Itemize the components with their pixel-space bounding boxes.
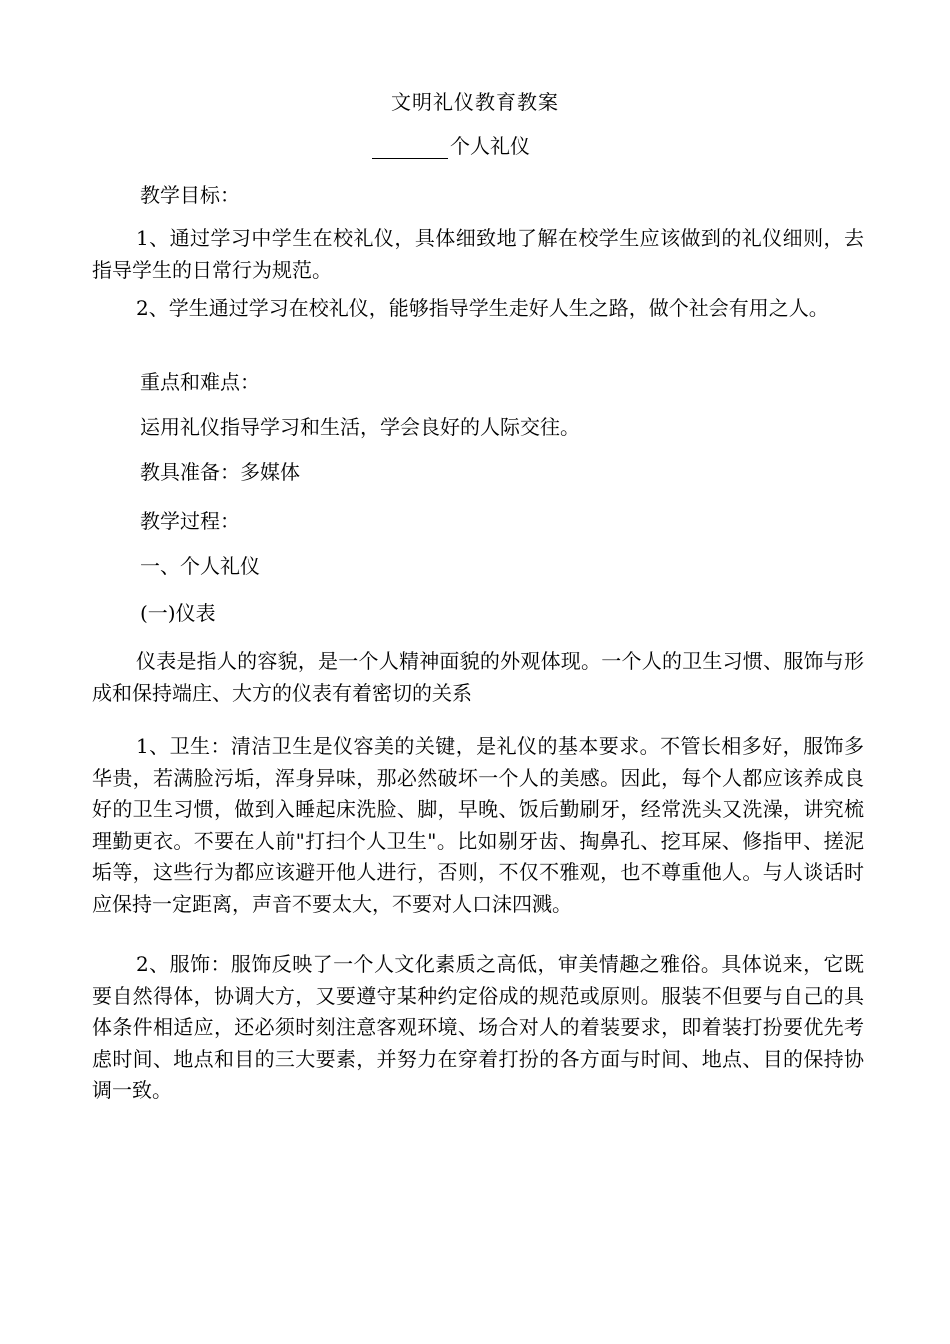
materials-line: 教具准备：多媒体 [140,460,300,484]
fill-in-blank-line [372,136,448,159]
subtitle-text: 个人礼仪 [450,134,530,158]
objective-2: 2、学生通过学习在校礼仪，能够指导学生走好人生之路，做个社会有用之人。 [136,296,829,320]
document-title: 文明礼仪教育教案 [391,90,559,114]
clothing-paragraph: 2、服饰：服饰反映了一个人文化素质之高低，审美情趣之雅俗。具体说来，它既要自然得体，协调大方，又要遵守某种约定俗成的规范或原则。服装不但要与自己的具体条件相适应，还必须时刻注意客观环境、场合对人的着装要求，即着装打扮要优先考虑时间、地点和目的三大要素，并努力在穿着打扮的各方面与时间、地点、目的保持协调一致。 [92,952,864,1102]
hygiene-paragraph: 1、卫生：清洁卫生是仪容美的关键，是礼仪的基本要求。不管长相多好，服饰多华贵，若满脸污垢，浑身异味，那必然破坏一个人的美感。因此，每个人都应该养成良好的卫生习惯，做到入睡起床洗脸、脚，早晚、饭后勤刷牙，经常洗头又洗澡，讲究梳理勤更衣。不要在人前"打扫个人卫生"。比如剔牙齿、掏鼻孔、挖耳屎、修指甲、搓泥垢等，这些行为都应该避开他人进行，否则，不仅不雅观，也不尊重他人。与人谈话时应保持一定距离，声音不要太大，不要对人口沫四溅。 [92,734,864,916]
appearance-intro-paragraph: 仪表是指人的容貌，是一个人精神面貌的外观体现。一个人的卫生习惯、服饰与形成和保持端庄、大方的仪表有着密切的关系 [92,649,864,705]
key-points-text: 运用礼仪指导学习和生活，学会良好的人际交往。 [140,415,580,439]
document-subtitle [372,130,530,159]
key-points-heading: 重点和难点： [140,370,260,394]
process-heading: 教学过程： [140,509,240,533]
subsection-heading-appearance: (一)仪表 [140,601,216,625]
objective-1: 1、通过学习中学生在校礼仪，具体细致地了解在校学生应该做到的礼仪细则，去指导学生的日常行为规范。 [92,226,864,282]
section-heading-personal-etiquette: 一、个人礼仪 [140,554,260,578]
objectives-heading: 教学目标： [140,183,240,207]
